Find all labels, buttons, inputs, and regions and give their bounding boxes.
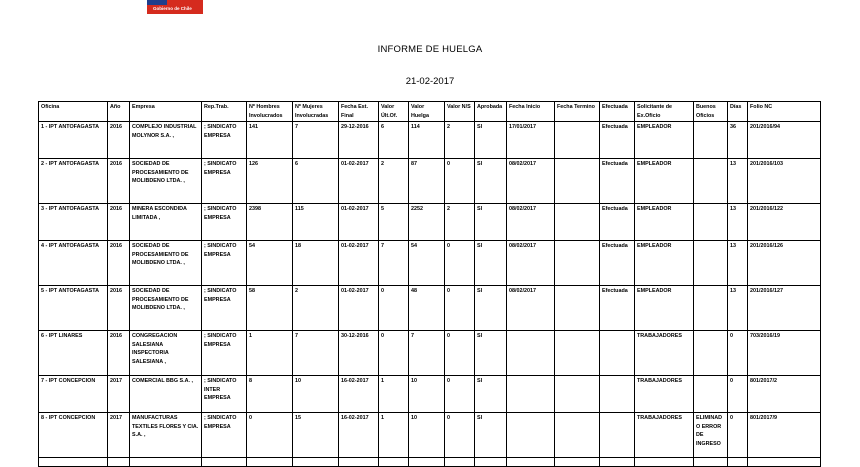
table-cell: 0	[728, 376, 748, 413]
column-header: Rep.Trab.	[202, 102, 247, 122]
table-cell: EMPLEADOR	[635, 286, 694, 331]
table-cell: 0	[379, 331, 409, 376]
logo-text: Gobierno de Chile	[153, 6, 192, 11]
table-row	[39, 204, 821, 241]
table-cell: 30-12-2016	[339, 331, 379, 376]
table-cell	[555, 204, 600, 241]
table-cell: Efectuada	[600, 204, 635, 241]
table-cell: 2	[445, 204, 475, 241]
table-cell: CONGREGACION SALESIANA INSPECTORIA SALESIANA ,	[130, 331, 202, 376]
table-cell: 54	[247, 241, 293, 286]
table-cell: ; SINDICATO EMPRESA	[202, 122, 247, 159]
column-header: Fecha Est. Final	[339, 102, 379, 122]
table-cell: 16-02-2017	[339, 376, 379, 413]
table-cell	[507, 376, 555, 413]
table-cell: TRABAJADORES	[635, 376, 694, 413]
table-row	[39, 413, 821, 458]
table-cell	[694, 286, 728, 331]
table-cell	[507, 413, 555, 458]
table-cell: EMPLEADOR	[635, 241, 694, 286]
strike-report-table	[38, 101, 821, 467]
column-header: Empresa	[130, 102, 202, 122]
table-cell	[694, 204, 728, 241]
table-cell: 01-02-2017	[339, 286, 379, 331]
table-cell: 2016	[108, 122, 130, 159]
column-header: Buenos Oficios	[694, 102, 728, 122]
table-cell: ; SINDICATO INTER EMPRESA	[202, 376, 247, 413]
table-cell: 58	[247, 286, 293, 331]
table-row	[39, 122, 821, 159]
table-cell: 1	[379, 413, 409, 458]
table-cell: 7	[293, 122, 339, 159]
table-cell	[507, 331, 555, 376]
table-cell: EMPLEADOR	[635, 204, 694, 241]
table-cell: 0	[445, 241, 475, 286]
table-cell: 0	[445, 286, 475, 331]
table-cell: ; SINDICATO EMPRESA	[202, 241, 247, 286]
table-cell	[694, 241, 728, 286]
table-cell: 15	[293, 413, 339, 458]
table-body	[39, 122, 821, 467]
table-cell: 7	[409, 331, 445, 376]
table-cell	[293, 458, 339, 467]
table-cell: 2016	[108, 159, 130, 204]
table-cell: SI	[475, 331, 507, 376]
table-cell: 0	[728, 413, 748, 458]
table-cell: 2398	[247, 204, 293, 241]
table-cell: SI	[475, 241, 507, 286]
table-cell: ; SINDICATO EMPRESA	[202, 204, 247, 241]
table-cell	[202, 458, 247, 467]
table-cell	[694, 458, 728, 467]
table-cell: SI	[475, 286, 507, 331]
table-cell: 13	[728, 241, 748, 286]
table-cell: 114	[409, 122, 445, 159]
table-cell	[108, 458, 130, 467]
table-cell: 1	[379, 376, 409, 413]
table-cell	[694, 376, 728, 413]
column-header: Efectuada	[600, 102, 635, 122]
gobierno-de-chile-logo	[147, 0, 203, 14]
table-cell: 54	[409, 241, 445, 286]
table-cell: 3 - IPT ANTOFAGASTA	[39, 204, 108, 241]
table-cell: 7	[379, 241, 409, 286]
table-cell: 201/2016/122	[748, 204, 821, 241]
table-cell: Efectuada	[600, 122, 635, 159]
table-cell	[555, 458, 600, 467]
table-cell	[600, 458, 635, 467]
table-cell	[555, 241, 600, 286]
table-cell: 1	[247, 331, 293, 376]
column-header: Fecha Inicio	[507, 102, 555, 122]
table-cell	[555, 286, 600, 331]
table-cell: 08/02/2017	[507, 204, 555, 241]
table-cell: 6	[293, 159, 339, 204]
table-cell: 703/2016/19	[748, 331, 821, 376]
table-cell	[635, 458, 694, 467]
table-row	[39, 331, 821, 376]
table-cell: MINERA ESCONDIDA LIMITADA ,	[130, 204, 202, 241]
table-cell: 141	[247, 122, 293, 159]
column-header: Nº Mujeres Involucradas	[293, 102, 339, 122]
table-cell: 4 - IPT ANTOFAGASTA	[39, 241, 108, 286]
table-cell: ; SINDICATO EMPRESA	[202, 159, 247, 204]
table-cell: SI	[475, 376, 507, 413]
table-cell: 201/2016/126	[748, 241, 821, 286]
table-cell: 201/2016/127	[748, 286, 821, 331]
table-cell	[339, 458, 379, 467]
table-cell: 6	[379, 122, 409, 159]
table-cell: 17/01/2017	[507, 122, 555, 159]
table-cell: 2252	[409, 204, 445, 241]
table-cell: ; SINDICATO EMPRESA	[202, 413, 247, 458]
table-cell: 201/2016/94	[748, 122, 821, 159]
table-cell: 10	[293, 376, 339, 413]
table-cell: 08/02/2017	[507, 159, 555, 204]
table-cell	[379, 458, 409, 467]
table-cell: 0	[247, 413, 293, 458]
column-header: Valor N/S	[445, 102, 475, 122]
table-cell: 201/2016/103	[748, 159, 821, 204]
table-cell: TRABAJADORES	[635, 331, 694, 376]
table-cell: 2	[445, 122, 475, 159]
table-cell	[130, 458, 202, 467]
table-cell: 0	[445, 159, 475, 204]
table-cell: SI	[475, 159, 507, 204]
table-cell	[694, 122, 728, 159]
column-header: Fecha Termino	[555, 102, 600, 122]
table-cell: 0	[728, 331, 748, 376]
table-cell	[555, 159, 600, 204]
table-cell	[600, 413, 635, 458]
table-cell: 10	[409, 376, 445, 413]
report-date: 21-02-2017	[405, 76, 455, 87]
column-header: Año	[108, 102, 130, 122]
table-cell: 01-02-2017	[339, 241, 379, 286]
table-cell: 36	[728, 122, 748, 159]
table-cell: 2017	[108, 376, 130, 413]
table-cell: 01-02-2017	[339, 159, 379, 204]
table-cell	[694, 159, 728, 204]
table-cell: 5 - IPT ANTOFAGASTA	[39, 286, 108, 331]
table-row-partial	[39, 458, 821, 467]
table-cell: 801/2017/2	[748, 376, 821, 413]
table-row	[39, 241, 821, 286]
table-cell: 01-02-2017	[339, 204, 379, 241]
table-cell: 6 - IPT LINARES	[39, 331, 108, 376]
table-cell: 29-12-2016	[339, 122, 379, 159]
column-header: Solicitante de Ex.Oficio	[635, 102, 694, 122]
table-cell	[555, 376, 600, 413]
table-cell	[728, 458, 748, 467]
table-cell: 115	[293, 204, 339, 241]
table-cell: EMPLEADOR	[635, 159, 694, 204]
table-cell: 08/02/2017	[507, 241, 555, 286]
table-cell	[39, 458, 108, 467]
table-cell: Efectuada	[600, 286, 635, 331]
table-cell: 5	[379, 204, 409, 241]
table-cell: 2 - IPT ANTOFAGASTA	[39, 159, 108, 204]
column-header: Folio NC	[748, 102, 821, 122]
table-cell: Efectuada	[600, 159, 635, 204]
table-cell: SI	[475, 122, 507, 159]
table-cell	[555, 413, 600, 458]
table-cell: 87	[409, 159, 445, 204]
table-cell: 1 - IPT ANTOFAGASTA	[39, 122, 108, 159]
table-cell: 18	[293, 241, 339, 286]
table-cell: 2016	[108, 286, 130, 331]
table-cell: 13	[728, 286, 748, 331]
table-cell: 0	[445, 376, 475, 413]
table-row	[39, 286, 821, 331]
table-cell: COMERCIAL BBG S.A. ,	[130, 376, 202, 413]
table-cell: 7	[293, 331, 339, 376]
table-cell: 0	[445, 413, 475, 458]
table-cell: TRABAJADORES	[635, 413, 694, 458]
table-cell	[409, 458, 445, 467]
table-cell	[555, 122, 600, 159]
table-cell: ; SINDICATO EMPRESA	[202, 331, 247, 376]
table-cell: 13	[728, 159, 748, 204]
table-cell: SI	[475, 413, 507, 458]
table-cell: COMPLEJO INDUSTRIAL MOLYNOR S.A. ,	[130, 122, 202, 159]
table-cell: 16-02-2017	[339, 413, 379, 458]
table-cell: EMPLEADOR	[635, 122, 694, 159]
column-header: Días	[728, 102, 748, 122]
table-cell: 48	[409, 286, 445, 331]
table-cell: 126	[247, 159, 293, 204]
table-cell	[694, 331, 728, 376]
table-cell: 0	[445, 331, 475, 376]
table-cell	[748, 458, 821, 467]
table-cell: 2017	[108, 413, 130, 458]
table-cell: 2016	[108, 331, 130, 376]
table-cell: 8 - IPT CONCEPCION	[39, 413, 108, 458]
table-cell	[555, 331, 600, 376]
table-header-row	[39, 102, 821, 122]
table-cell: 2	[293, 286, 339, 331]
column-header: Oficina	[39, 102, 108, 122]
column-header: Valor Huelga	[409, 102, 445, 122]
table-cell: 08/02/2017	[507, 286, 555, 331]
table-cell	[507, 458, 555, 467]
table-cell	[600, 331, 635, 376]
table-cell: SOCIEDAD DE PROCESAMIENTO DE MOLIBDENO LTDA. ,	[130, 159, 202, 204]
table-cell: Efectuada	[600, 241, 635, 286]
table-cell: 2	[379, 159, 409, 204]
table-cell: 7 - IPT CONCEPCION	[39, 376, 108, 413]
column-header: Nº Hombres Involucrados	[247, 102, 293, 122]
table-cell: ELIMINADO ERROR DE INGRESO	[694, 413, 728, 458]
table-cell: 0	[379, 286, 409, 331]
table-row	[39, 376, 821, 413]
table-cell: SOCIEDAD DE PROCESAMIENTO DE MOLIBDENO LTDA. ,	[130, 241, 202, 286]
table-cell: 10	[409, 413, 445, 458]
table-row	[39, 159, 821, 204]
report-title: INFORME DE HUELGA	[377, 44, 483, 55]
table-cell	[600, 376, 635, 413]
table-cell: 2016	[108, 241, 130, 286]
table-cell: 2016	[108, 204, 130, 241]
column-header: Valor Últ.Of.	[379, 102, 409, 122]
table-cell	[247, 458, 293, 467]
table-cell	[475, 458, 507, 467]
table-cell: ; SINDICATO EMPRESA	[202, 286, 247, 331]
table-cell: MANUFACTURAS TEXTILES FLORES Y CIA. S.A. ,	[130, 413, 202, 458]
table-cell: 801/2017/9	[748, 413, 821, 458]
table-cell: 13	[728, 204, 748, 241]
table-cell	[445, 458, 475, 467]
table-cell: SOCIEDAD DE PROCESAMIENTO DE MOLIBDENO LTDA. ,	[130, 286, 202, 331]
column-header: Aprobada	[475, 102, 507, 122]
table-cell: 8	[247, 376, 293, 413]
table-cell: SI	[475, 204, 507, 241]
